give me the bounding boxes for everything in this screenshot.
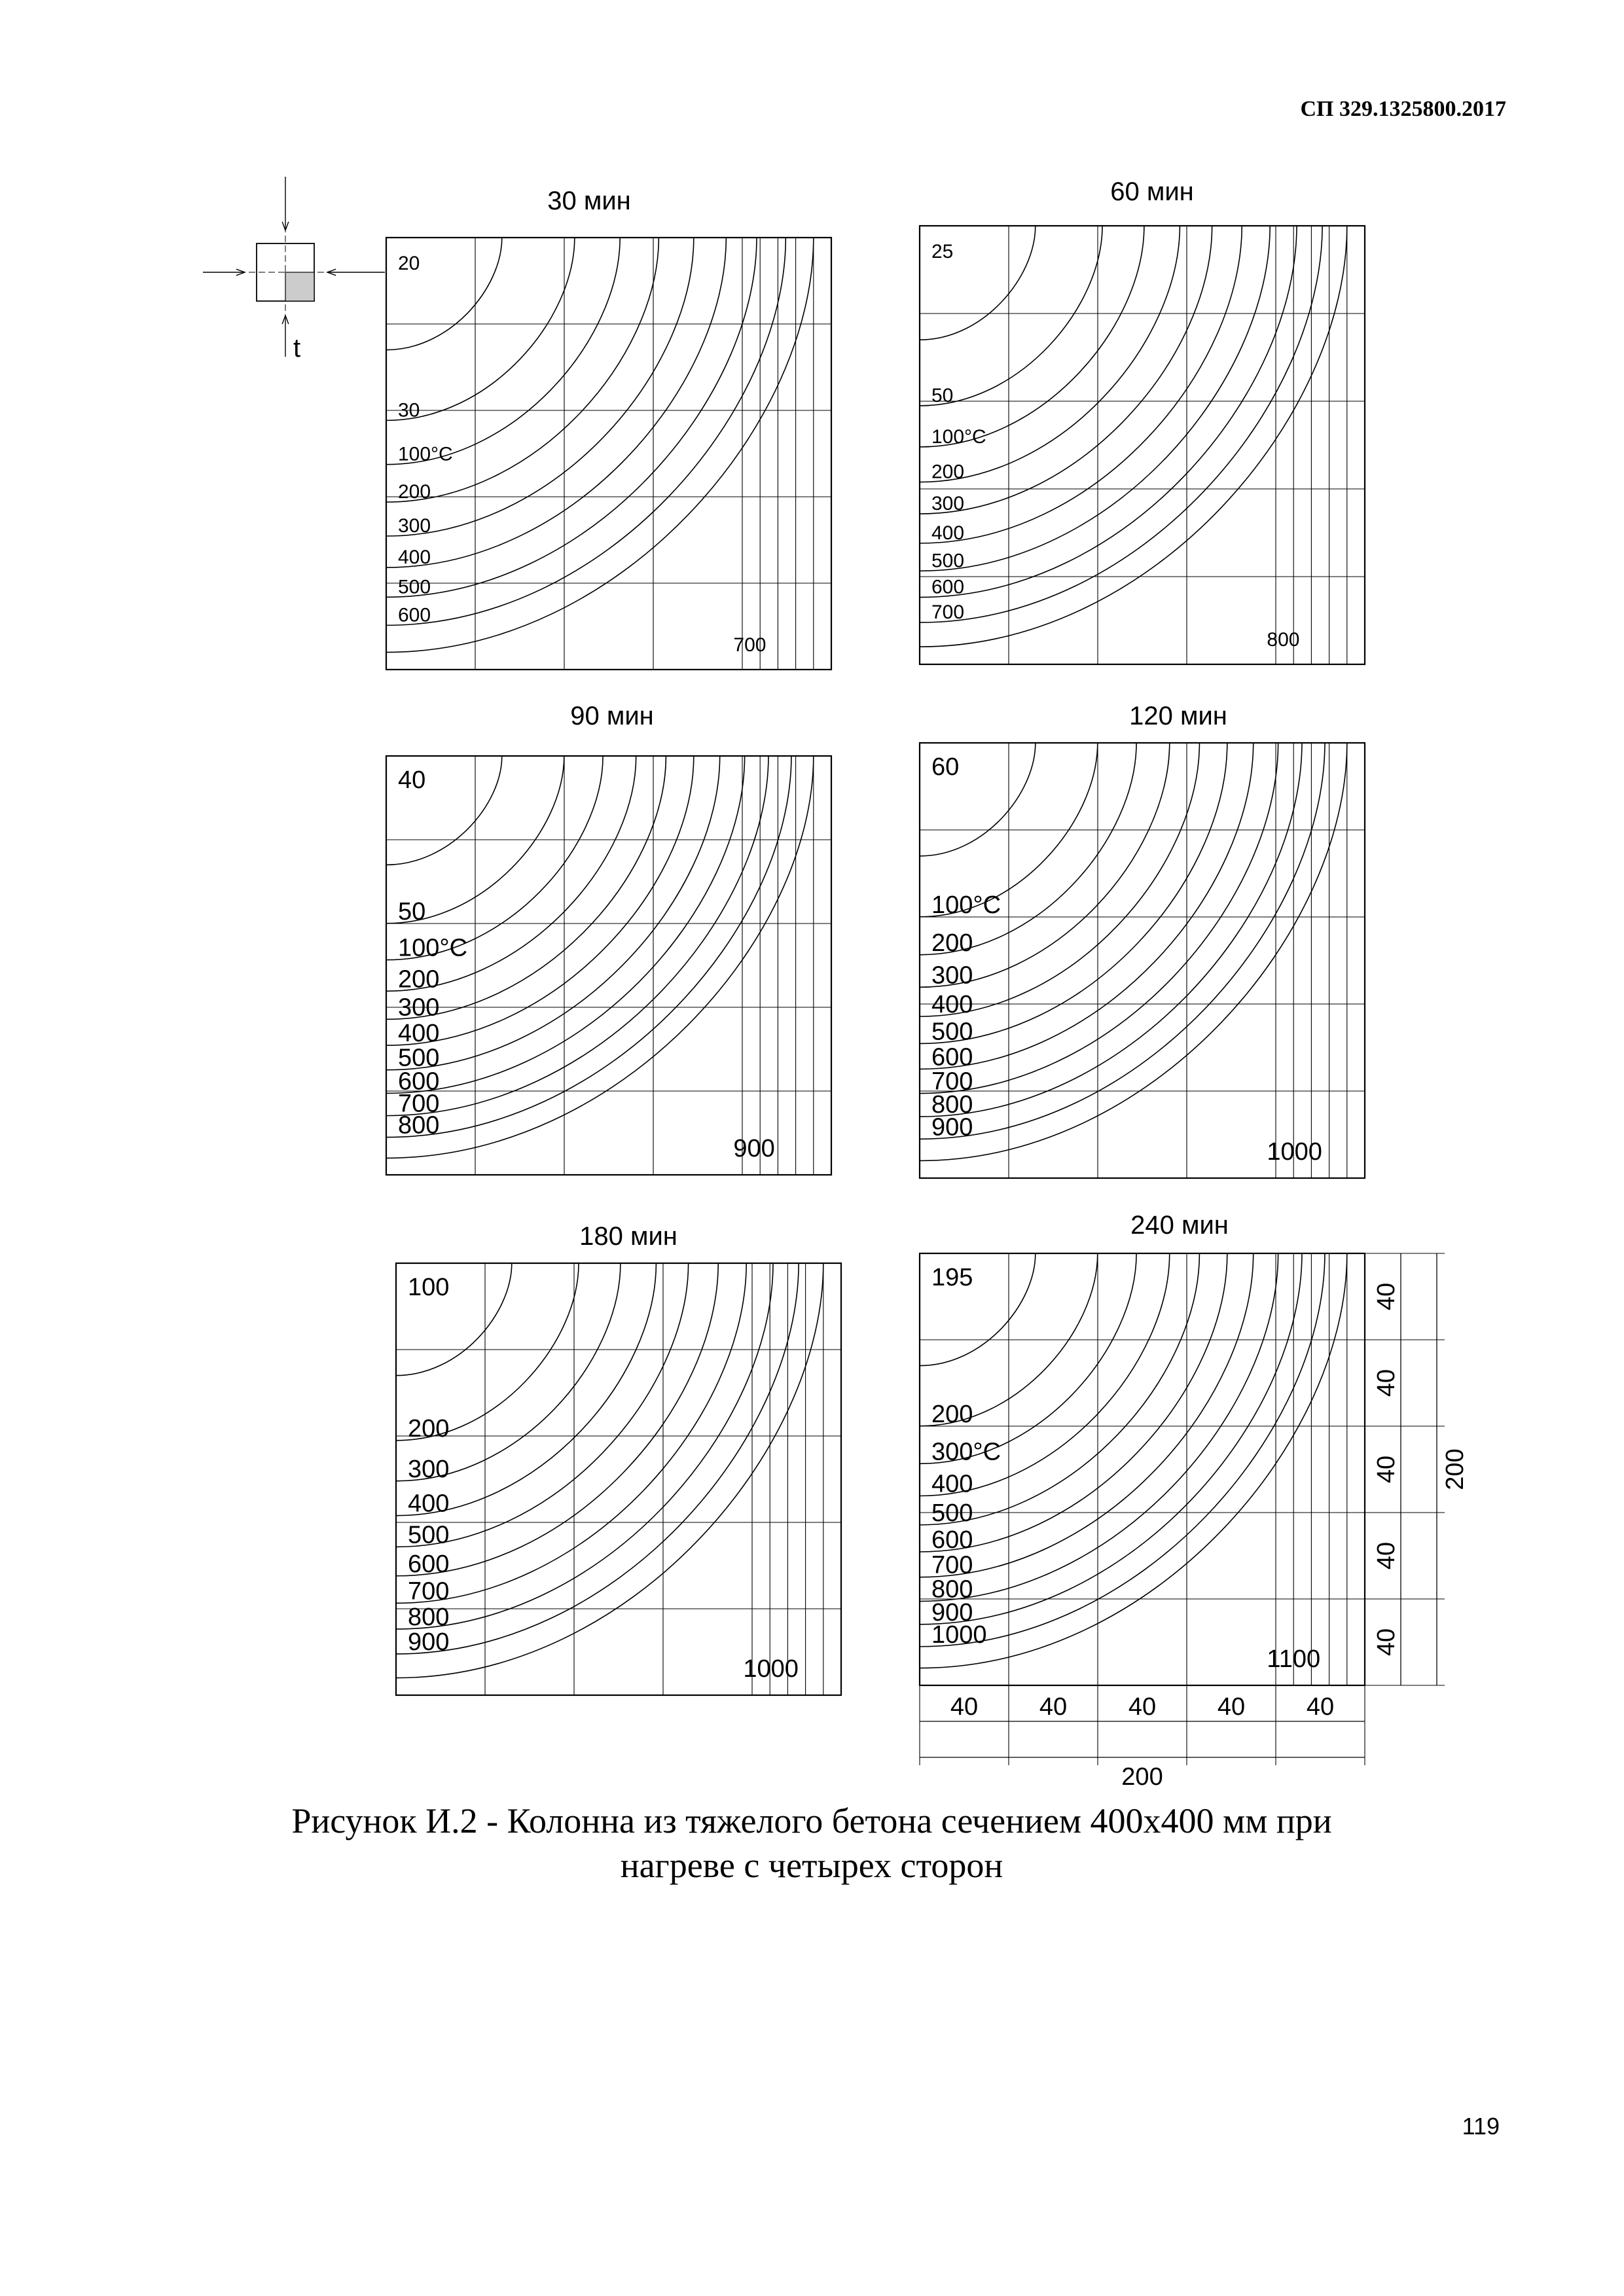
chart-frame [396, 1263, 841, 1695]
dimension-label-x: 40 [1039, 1693, 1068, 1721]
isotherm-label: 700 [931, 601, 965, 624]
isotherm-label: 400 [931, 991, 973, 1019]
isotherm-label: 300 [408, 1455, 450, 1483]
isotherm-label: 800 [408, 1604, 450, 1632]
isotherm-label: 1000 [931, 1621, 987, 1649]
isotherm-label: 500 [398, 576, 431, 598]
isotherm-label: 600 [408, 1550, 450, 1578]
isotherm-label: 100°C [931, 425, 986, 448]
dimension-label-x: 40 [950, 1693, 979, 1721]
isotherm-label: 600 [398, 604, 431, 626]
dimension-label-y: 40 [1373, 1282, 1400, 1311]
isotherm-600 [920, 226, 1297, 598]
chart-title: 90 мин [570, 702, 654, 730]
isotherm-label: 500 [931, 1499, 973, 1527]
isotherm-label: 900 [931, 1113, 973, 1141]
isotherm-1000 [920, 743, 1347, 1160]
isotherm-label: 1000 [1267, 1138, 1322, 1166]
isotherm-900 [920, 743, 1325, 1139]
chart-title: 60 мин [1110, 177, 1194, 206]
chart-panel-5 [396, 1222, 841, 1695]
isotherm-label: 300°C [931, 1438, 1001, 1466]
chart-panel-1 [386, 187, 831, 670]
isotherm-label: 500 [408, 1521, 450, 1549]
isotherm-label: 400 [931, 1470, 973, 1498]
dimension-label-y: 40 [1373, 1541, 1400, 1570]
dimension-label-x: 40 [1128, 1693, 1157, 1721]
isotherm-label: 100°C [398, 443, 453, 465]
chart-frame [920, 226, 1365, 664]
figure-caption [157, 1799, 1466, 1888]
chart-frame [386, 756, 831, 1175]
dimension-label-x: 40 [1306, 1693, 1335, 1721]
isotherm-label: 300 [931, 493, 965, 515]
isotherm-label: 400 [398, 547, 431, 569]
chart-title: 180 мин [579, 1222, 677, 1251]
isotherm-label: 500 [931, 550, 965, 572]
isotherm-label: 400 [931, 522, 965, 545]
isotherm-label: 400 [408, 1490, 450, 1518]
dimension-label-y: 40 [1373, 1628, 1400, 1657]
isotherm-label: 700 [733, 634, 767, 656]
isotherm-label: 200 [931, 1400, 973, 1428]
isotherm-label: 50 [398, 897, 426, 925]
isotherm-label: 200 [398, 965, 440, 994]
dimension-label-x-total: 200 [1121, 1763, 1163, 1791]
isotherm-label: 100°C [398, 934, 468, 962]
isotherm-label: 200 [398, 481, 431, 503]
isotherm-label: 100 [408, 1274, 450, 1301]
isotherm-label: 195 [931, 1264, 973, 1291]
section-diagram [203, 177, 385, 363]
isotherm-label: 800 [1267, 629, 1300, 651]
chart-title: 120 мин [1129, 702, 1227, 730]
isotherm-400 [920, 226, 1242, 543]
isotherm-label: 900 [733, 1135, 775, 1162]
isotherm-label: 100°C [931, 891, 1001, 919]
quarter-hatch [285, 272, 314, 301]
chart-frame [920, 743, 1365, 1178]
dimension-label-y: 40 [1373, 1455, 1400, 1484]
isotherm-label: 300 [398, 514, 431, 537]
caption-line-1: Рисунок И.2 - Колонна из тяжелого бетона сечением 400х400 мм при [291, 1801, 1332, 1840]
isotherm-label: 900 [408, 1628, 450, 1657]
isotherm-label: 500 [398, 1044, 440, 1072]
isotherm-label: 700 [931, 1551, 973, 1579]
heat-label: t [293, 334, 301, 363]
isotherm-500 [920, 226, 1270, 571]
chart-title: 240 мин [1130, 1211, 1229, 1240]
document-standard-code: СП 329.1325800.2017 [1300, 97, 1506, 121]
isotherm-label: 200 [408, 1414, 450, 1443]
isotherm-label: 40 [398, 766, 426, 794]
isotherm-label: 25 [931, 241, 954, 262]
isotherm-label: 600 [931, 576, 965, 598]
isotherm-label: 50 [931, 384, 954, 406]
isotherm-label: 600 [398, 1067, 440, 1096]
dimension-label-x: 40 [1217, 1693, 1246, 1721]
isotherm-100 [920, 226, 1144, 447]
isotherm-label: 400 [398, 1020, 440, 1048]
isotherm-800 [396, 1263, 773, 1632]
chart-panel-2 [920, 177, 1365, 664]
dimension-label-y: 40 [1373, 1369, 1400, 1397]
isotherm-label: 30 [398, 399, 420, 422]
isotherm-label: 300 [398, 994, 440, 1022]
isotherm-label: 60 [931, 753, 960, 781]
isotherm-label: 600 [931, 1526, 973, 1554]
isotherm-400 [386, 238, 726, 567]
isotherm-label: 800 [931, 1575, 973, 1604]
isotherm-label: 600 [931, 1043, 973, 1071]
isotherm-label: 900 [931, 1598, 973, 1626]
isotherm-label: 700 [398, 1090, 440, 1118]
isotherm-label: 200 [931, 461, 965, 483]
isotherm-600 [386, 238, 785, 625]
caption-line-2: нагреве с четырех сторон [620, 1846, 1003, 1885]
isotherm-label: 500 [931, 1018, 973, 1046]
isotherm-600 [386, 756, 745, 1096]
dimension-label-y-total: 200 [1441, 1448, 1469, 1490]
isotherm-label: 800 [398, 1111, 440, 1139]
isotherm-label: 1100 [1267, 1645, 1321, 1673]
isotherm-label: 800 [931, 1091, 973, 1119]
isotherm-300 [386, 238, 694, 536]
isotherm-800 [920, 1253, 1278, 1602]
isotherm-label: 700 [408, 1577, 450, 1605]
chart-panel-4 [920, 702, 1365, 1178]
isotherm-label: 300 [931, 961, 973, 990]
chart-panel-6 [920, 1211, 1469, 1791]
isotherm-label: 700 [931, 1067, 973, 1096]
chart-panel-3 [386, 702, 831, 1175]
page-number: 119 [1462, 2113, 1500, 2140]
isotherm-label: 200 [931, 929, 973, 957]
isotherm-label: 20 [398, 253, 420, 274]
isotherm-500 [386, 238, 757, 597]
isotherm-label: 1000 [743, 1655, 799, 1683]
isotherm-100 [386, 238, 620, 465]
chart-title: 30 мин [547, 187, 631, 215]
isotherm-800 [920, 743, 1302, 1117]
